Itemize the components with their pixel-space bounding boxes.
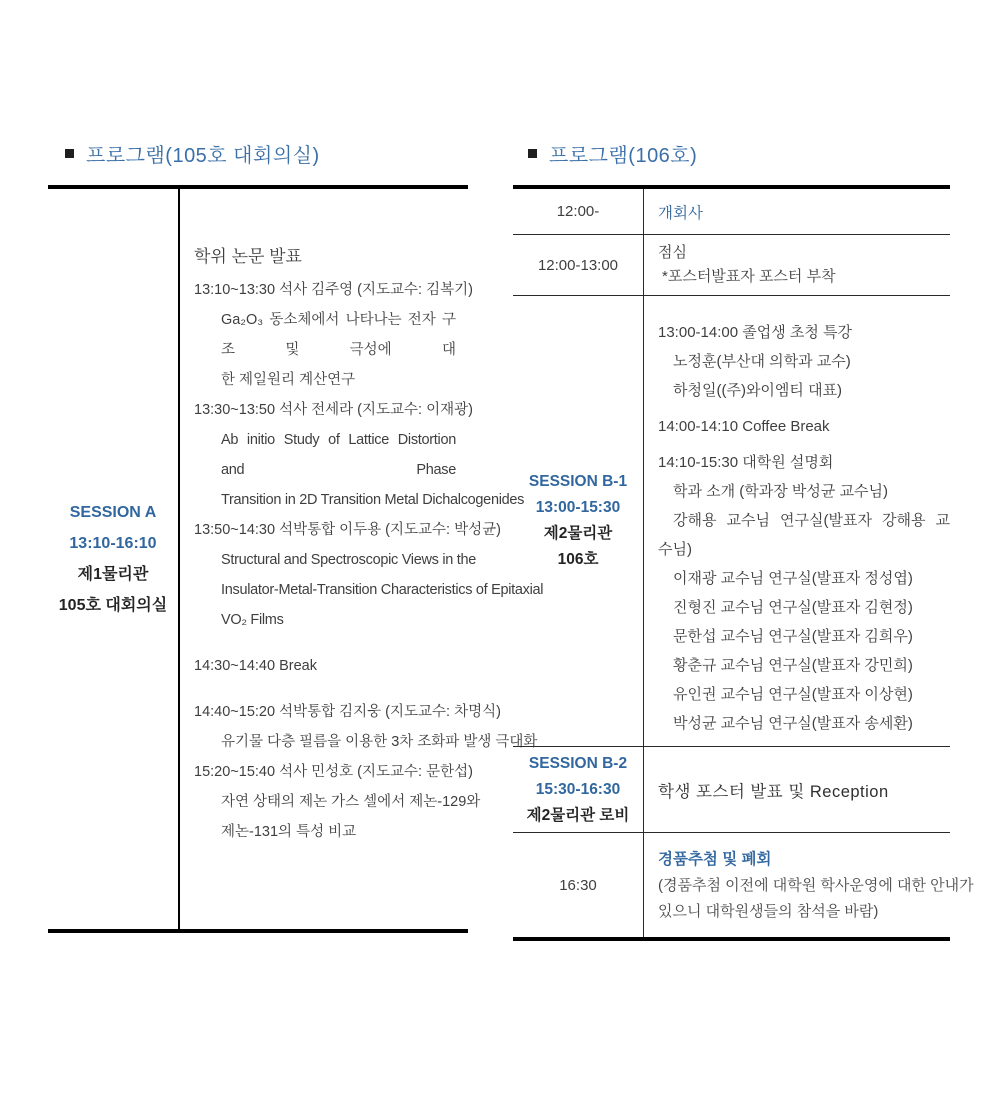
schedule-line: Insulator-Metal-Transition Characteristics of Epitaxial bbox=[221, 582, 544, 598]
session-b1-cell bbox=[513, 296, 644, 746]
panel-room-105 bbox=[48, 138, 544, 840]
schedule-line: VO₂ Films bbox=[221, 612, 284, 628]
schedule-line: 문한섭 교수님 연구실(발표자 김희우) bbox=[673, 628, 913, 645]
event-label: 점심 bbox=[658, 244, 687, 261]
spacer bbox=[194, 681, 456, 697]
session-building: 제1물리관 bbox=[77, 566, 149, 583]
time-label: 12:00- bbox=[556, 203, 600, 220]
time-cell bbox=[513, 833, 644, 937]
schedule-line: 학위 논문 발표 bbox=[194, 247, 302, 266]
program-table-106 bbox=[513, 185, 974, 941]
schedule-line: 14:00-14:10 Coffee Break bbox=[658, 418, 830, 435]
schedule-line: 유기물 다층 필름을 이용한 3차 조화파 발생 극대화 bbox=[221, 734, 538, 750]
time-label: 16:30 bbox=[559, 876, 597, 894]
session-name: SESSION A bbox=[69, 504, 157, 521]
session-b1-schedule bbox=[644, 296, 950, 746]
schedule-line: 박성균 교수님 연구실(발표자 송세환) bbox=[673, 715, 913, 732]
schedule-line: 한 제일원리 계산연구 bbox=[221, 372, 356, 388]
session-name: SESSION B-1 bbox=[528, 473, 628, 490]
event-label: 개회사 bbox=[658, 204, 703, 222]
event-note: *포스터발표자 포스터 부착 bbox=[662, 268, 836, 285]
table-row bbox=[513, 747, 950, 833]
session-room: 105호 대회의실 bbox=[58, 597, 168, 614]
schedule-line: 13:00-14:00 졸업생 초청 특강 bbox=[658, 324, 853, 341]
schedule-line: 제논-131의 특성 비교 bbox=[221, 824, 357, 840]
table-row bbox=[513, 235, 950, 296]
spacer bbox=[658, 405, 950, 412]
session-place: 제2물리관 로비 bbox=[526, 806, 630, 824]
table-row bbox=[513, 189, 950, 235]
program-table-105 bbox=[48, 185, 544, 933]
schedule-line: 15:20~15:40 석사 민성호 (지도교수: 문한섭) bbox=[194, 764, 473, 780]
schedule-line: 황춘규 교수님 연구실(발표자 강민희) bbox=[673, 657, 913, 674]
session-building: 제2물리관 bbox=[543, 525, 613, 542]
session-a-cell bbox=[48, 189, 180, 929]
session-room: 106호 bbox=[557, 551, 599, 568]
schedule-line: 13:30~13:50 석사 전세라 (지도교수: 이재광) bbox=[194, 402, 473, 418]
table-row bbox=[513, 296, 950, 747]
schedule-line: Ab initio Study of Lattice Distortion and Phase bbox=[221, 432, 456, 478]
schedule-line: 노정훈(부산대 의학과 교수) bbox=[673, 353, 851, 370]
closing-note: (경품추첨 이전에 대학원 학사운영에 대한 안내가 bbox=[658, 876, 974, 894]
schedule-line: Transition in 2D Transition Metal Dichalcogenides bbox=[221, 492, 525, 508]
schedule-line: 이재광 교수님 연구실(발표자 정성엽) bbox=[673, 570, 913, 587]
schedule-line: 유인권 교수님 연구실(발표자 이상현) bbox=[673, 686, 913, 703]
square-bullet-icon bbox=[528, 149, 537, 158]
session-name: SESSION B-2 bbox=[528, 754, 628, 772]
schedule-line: 학과 소개 (학과장 박성균 교수님) bbox=[673, 483, 889, 500]
time-label: 12:00-13:00 bbox=[537, 256, 619, 274]
event-label: 학생 포스터 발표 및 Reception bbox=[658, 782, 889, 801]
schedule-line: 하청일((주)와이엠티 대표) bbox=[673, 382, 843, 399]
schedule-line: 13:50~14:30 석박통합 이두용 (지도교수: 박성균) bbox=[194, 522, 501, 538]
session-b2-cell bbox=[513, 747, 644, 832]
panel-room-106 bbox=[513, 138, 974, 920]
session-time: 13:10-16:10 bbox=[69, 535, 157, 552]
section-header-106 bbox=[528, 138, 950, 168]
event-cell bbox=[644, 235, 950, 295]
section-title: 프로그램(105호 대회의실) bbox=[86, 144, 320, 167]
time-cell bbox=[513, 235, 644, 295]
session-time: 13:00-15:30 bbox=[535, 499, 621, 516]
table-row bbox=[513, 833, 974, 937]
schedule-line: Ga₂O₃ 동소체에서 나타나는 전자 구조 및 극성에 대 bbox=[221, 312, 456, 358]
schedule-line: 진형진 교수님 연구실(발표자 김현정) bbox=[673, 599, 913, 616]
closing-title: 경품추첨 및 폐회 bbox=[658, 850, 772, 868]
session-a-schedule bbox=[180, 189, 544, 929]
square-bullet-icon bbox=[65, 149, 74, 158]
time-cell bbox=[513, 189, 644, 234]
schedule-line: 강해용 교수님 연구실(발표자 강해용 교 bbox=[673, 512, 950, 529]
section-title: 프로그램(106호) bbox=[549, 144, 698, 167]
session-time: 15:30-16:30 bbox=[535, 780, 621, 798]
spacer bbox=[658, 441, 950, 448]
schedule-line: 자연 상태의 제논 가스 셀에서 제논-129와 bbox=[221, 794, 481, 810]
event-cell bbox=[644, 189, 950, 234]
closing-note: 있으니 대학원생들의 참석을 바람) bbox=[658, 902, 879, 920]
section-header-105 bbox=[65, 138, 468, 168]
schedule-line: 수님) bbox=[658, 541, 692, 558]
schedule-line: 14:40~15:20 석박통합 김지웅 (지도교수: 차명식) bbox=[194, 704, 501, 720]
schedule-line: Structural and Spectroscopic Views in the bbox=[221, 552, 477, 568]
schedule-line: 14:10-15:30 대학원 설명회 bbox=[658, 454, 834, 471]
schedule-line: 13:10~13:30 석사 김주영 (지도교수: 김복기) bbox=[194, 282, 473, 298]
event-cell bbox=[644, 747, 950, 832]
spacer bbox=[194, 635, 456, 651]
schedule-line: 14:30~14:40 Break bbox=[194, 658, 317, 674]
event-cell bbox=[644, 833, 974, 937]
